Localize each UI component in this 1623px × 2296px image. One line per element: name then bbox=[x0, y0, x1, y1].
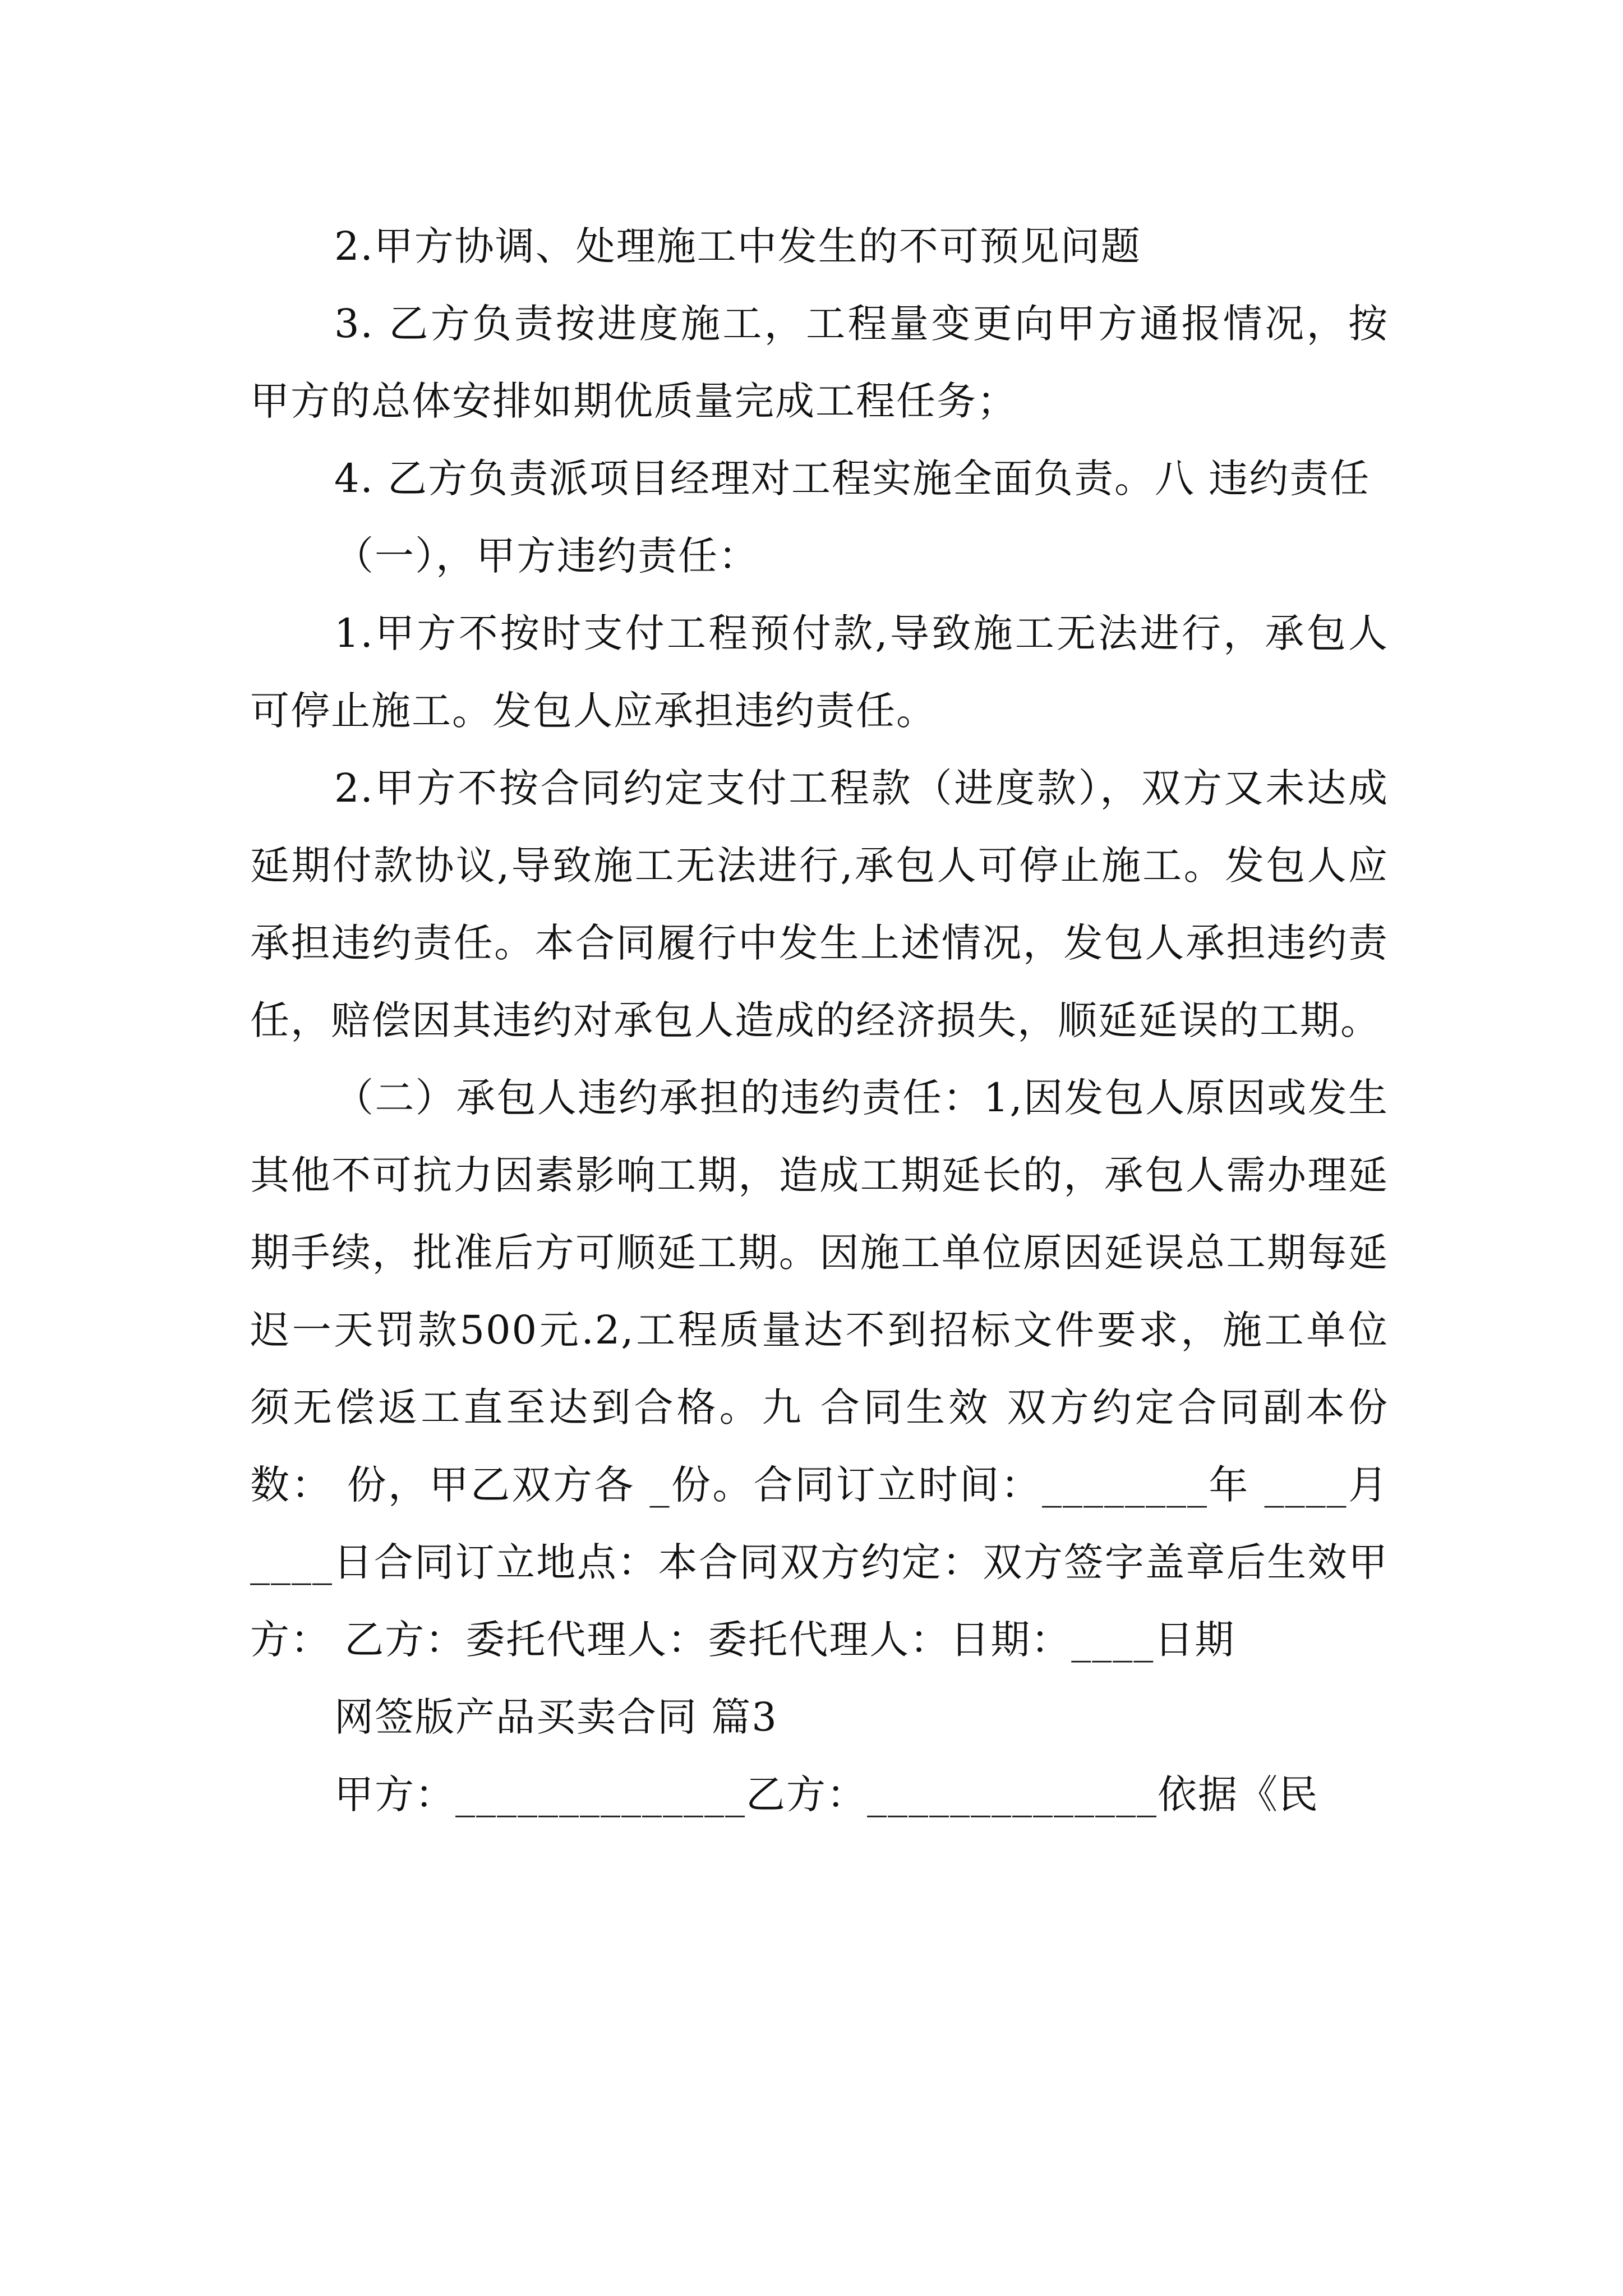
paragraph-3: 4. 乙方负责派项目经理对工程实施全面负责。八 违约责任 bbox=[334, 455, 1371, 501]
paragraph-7: （二）承包人违约承担的违约责任：1,因发包人原因或发生其他不可抗力因素影响工期，造成工期延长的，承包人需办理延期手续，批准后方可顺延工期。因施工单位原因延误总工期每延迟一天罚款500元.2,工程质量达不到招标文件要求，施工单位须无偿返工直至达到合格。九 合同生效 双方约定合同副本份数： 份，甲乙双方各 _份。合同订立时间：________年 ____月____日合同订立地点：本合同双方约定：双方签字盖章后生效甲方： 乙方：委托代理人：委托代理人：日期：____日期 bbox=[250, 1075, 1389, 1663]
paragraph-1: 2.甲方协调、处理施工中发生的不可预见问题 bbox=[334, 223, 1141, 269]
paragraph-5: 1.甲方不按时支付工程预付款,导致施工无法进行，承包人可停止施工。发包人应承担违约责任。 bbox=[250, 610, 1389, 734]
document-body bbox=[250, 208, 1389, 1833]
paragraph-4: （一），甲方违约责任： bbox=[334, 533, 759, 579]
paragraph-6: 2.甲方不按合同约定支付工程款（进度款），双方又未达成延期付款协议,导致施工无法进行,承包人可停止施工。发包人应承担违约责任。本合同履行中发生上述情况，发包人承担违约责任，赔偿因其违约对承包人造成的经济损失，顺延延误的工期。 bbox=[250, 765, 1389, 1043]
paragraph-2: 3. 乙方负责按进度施工，工程量变更向甲方通报情况，按甲方的总体安排如期优质量完成工程任务； bbox=[250, 301, 1389, 424]
paragraph-9: 甲方：______________乙方：______________依据《民 bbox=[334, 1772, 1319, 1818]
section-heading: 网签版产品买卖合同 篇3 bbox=[334, 1694, 778, 1740]
